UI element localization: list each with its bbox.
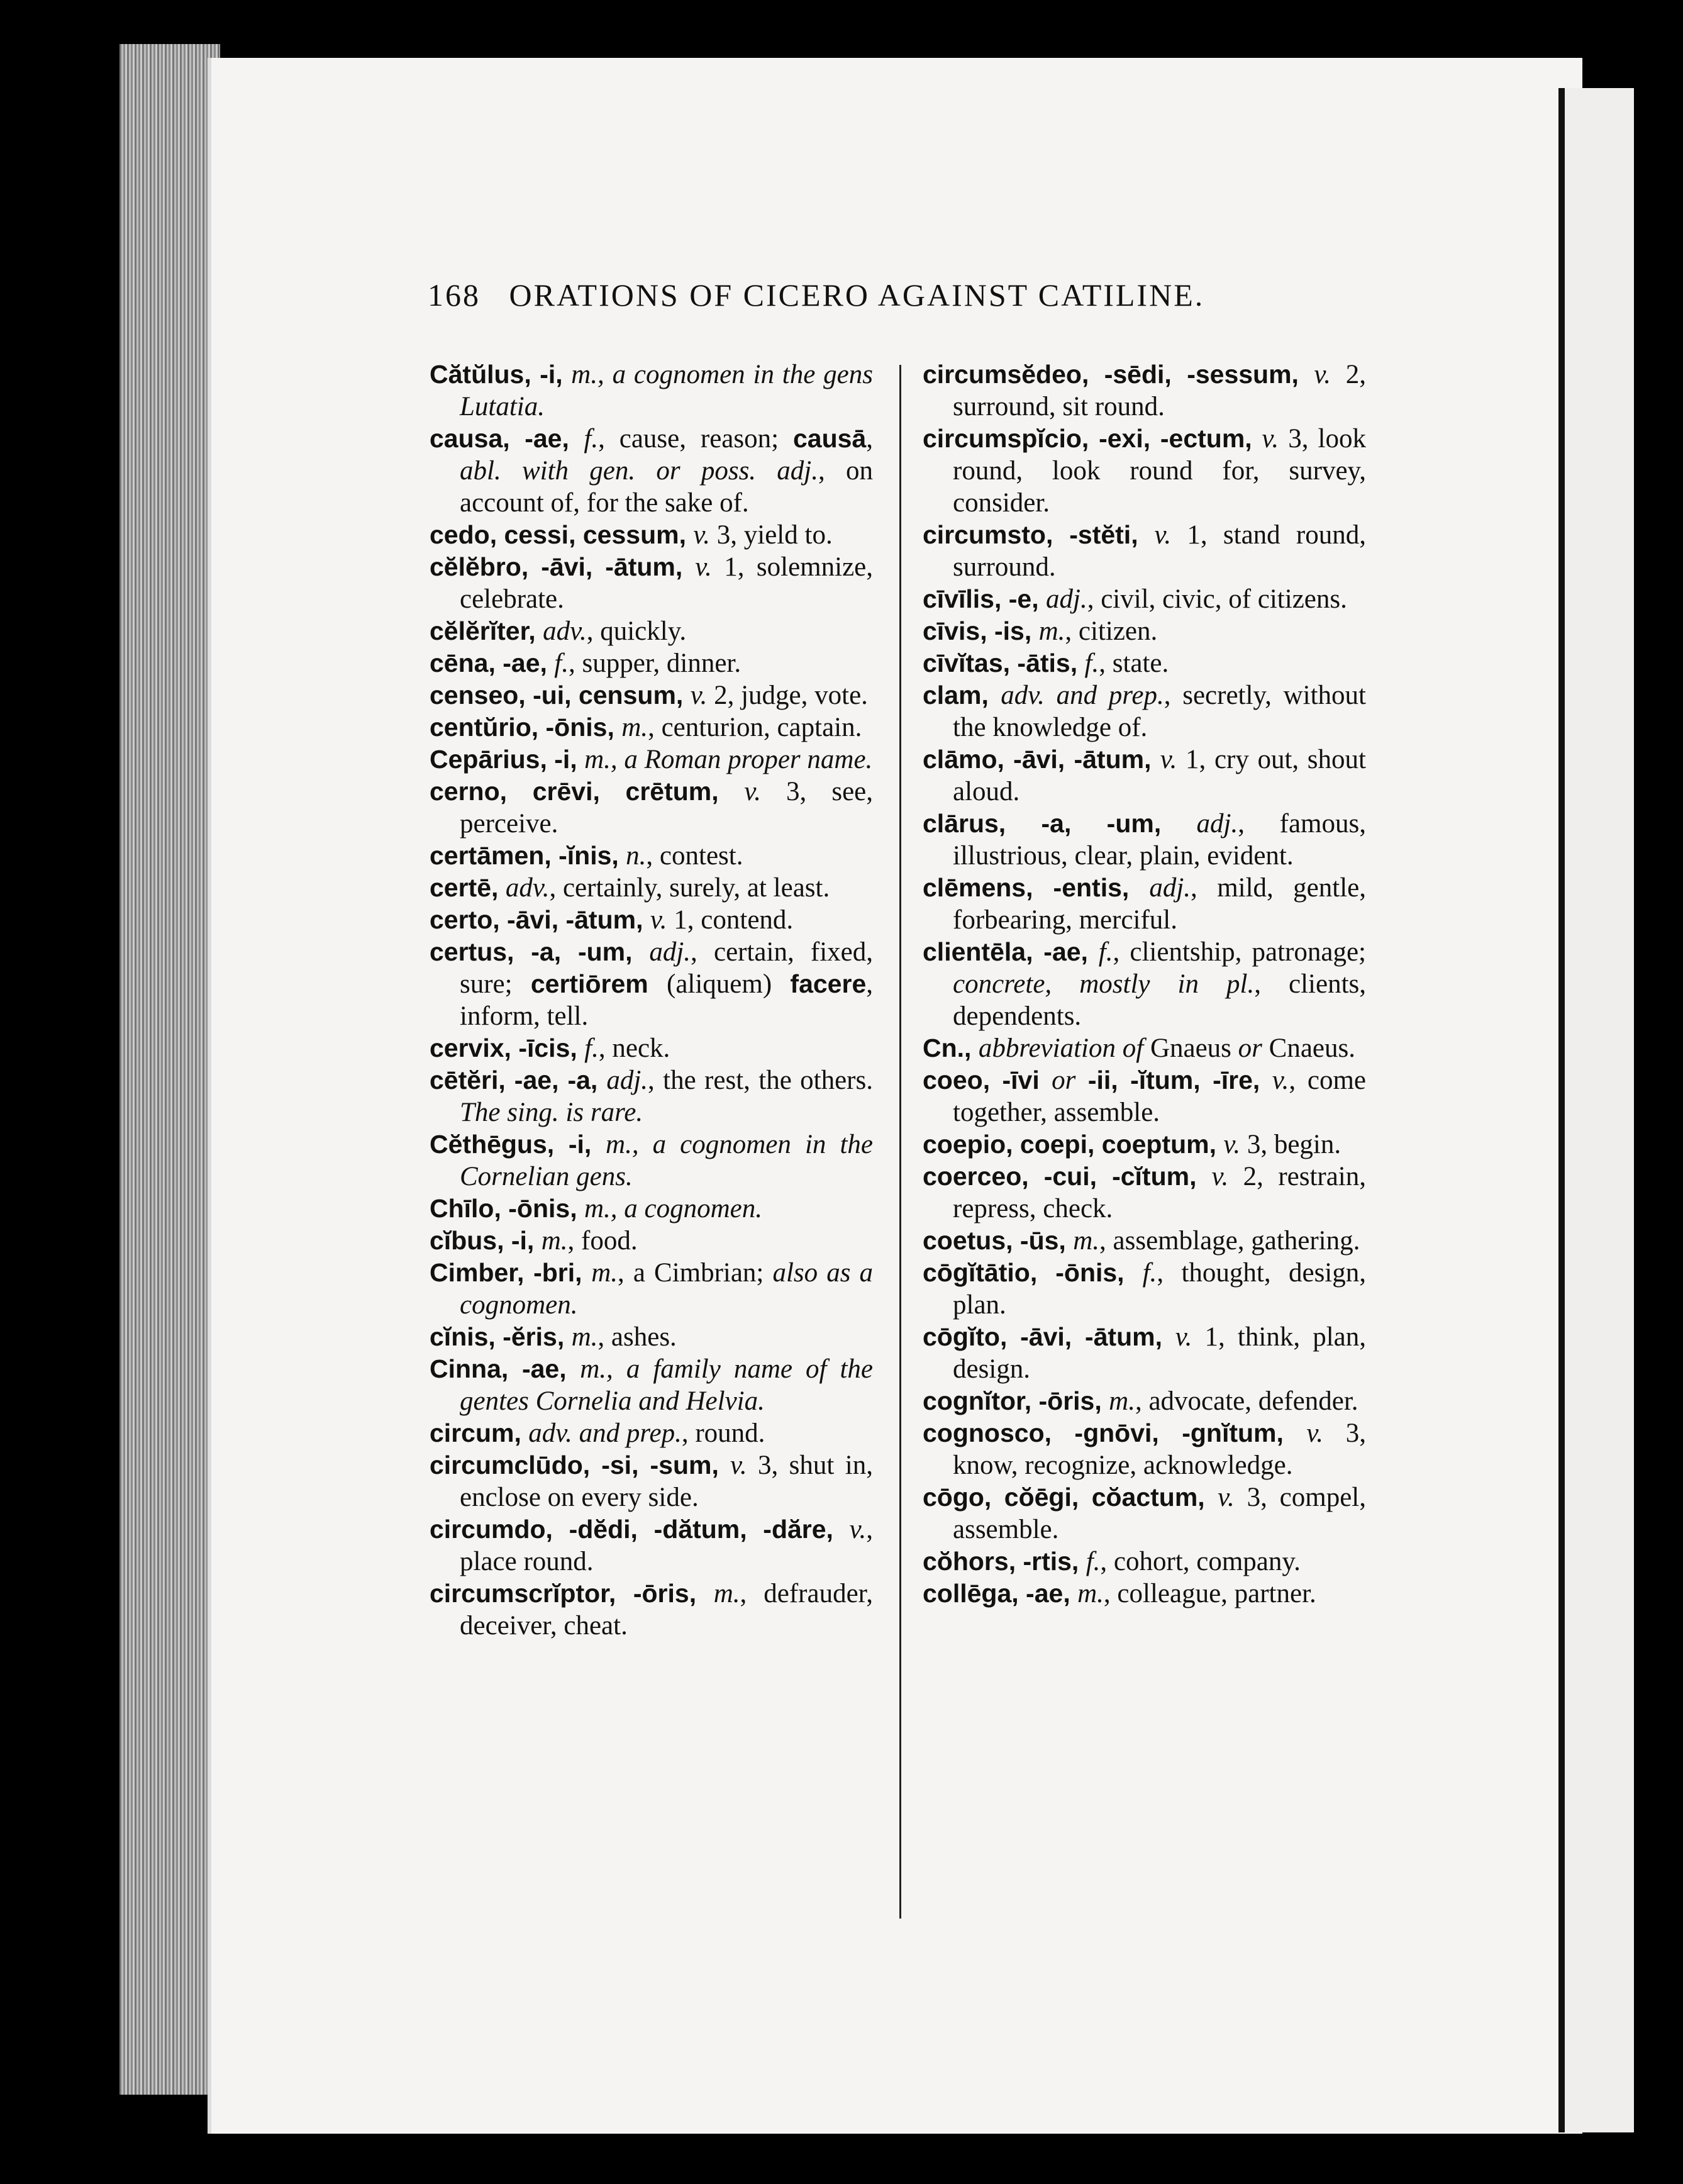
entry-headword: coerceo, -cui, -cĭtum, — [923, 1162, 1212, 1191]
entry-italic-text: m., a cognomen in the gens Lutatia. — [460, 360, 873, 421]
entry-headword: facere — [790, 969, 867, 998]
entry-headword: Cătŭlus, -i, — [430, 360, 572, 389]
dictionary-entry — [923, 647, 1366, 679]
dictionary-entry — [430, 615, 873, 647]
entry-text: , assemblage, gathering. — [1099, 1226, 1360, 1256]
entry-text: , citizen. — [1065, 616, 1158, 646]
entry-text: , round. — [681, 1418, 765, 1448]
entry-headword: censeo, -ui, censum, — [430, 681, 691, 710]
entry-text: , — [866, 424, 873, 454]
dictionary-entry — [923, 1578, 1366, 1610]
entry-headword: cĕlĕbro, -āvi, -ātum, — [430, 552, 696, 581]
entry-italic-text: v. — [1223, 1130, 1241, 1159]
entry-text: 3, compel, assemble. — [953, 1483, 1366, 1544]
entry-italic-text: v. — [1175, 1322, 1192, 1352]
entry-text: , certainly, surely, at least. — [549, 873, 830, 903]
entry-headword: circumsĕdeo, -sēdi, -sessum, — [923, 360, 1314, 389]
entry-text: , clients, dependents. — [953, 969, 1367, 1031]
entry-text: , advocate, defender. — [1135, 1386, 1358, 1416]
dictionary-entry — [923, 519, 1366, 583]
entry-headword: cōgĭtātio, -ōnis, — [923, 1258, 1143, 1287]
dictionary-entry — [430, 679, 873, 711]
entry-italic-text: m., a cognomen. — [584, 1194, 763, 1223]
dictionary-entry — [430, 711, 873, 744]
dictionary-entry — [430, 1578, 873, 1642]
dictionary-entry — [923, 423, 1366, 519]
dictionary-entry — [430, 872, 873, 904]
entry-headword: causa, -ae, — [430, 424, 584, 453]
entry-headword: cognosco, -gnōvi, -gnĭtum, — [923, 1418, 1307, 1447]
entry-text: (aliquem) — [648, 969, 791, 999]
entry-text: 3, know, recognize, acknowledge. — [953, 1418, 1366, 1480]
entry-text: , a Cimbrian; — [618, 1258, 773, 1288]
entry-text: 3, look round, look round for, survey, consider. — [953, 424, 1366, 518]
dictionary-entry — [430, 776, 873, 840]
dictionary-entry — [923, 744, 1366, 808]
dictionary-entry — [430, 904, 873, 936]
entry-text: , neck. — [598, 1034, 670, 1063]
entry-text: , contest. — [646, 841, 743, 871]
dictionary-entry — [430, 1417, 873, 1449]
entry-text: , state. — [1099, 649, 1169, 678]
entry-text: , secretly, without the knowledge of. — [953, 681, 1367, 742]
dictionary-entry — [430, 744, 873, 776]
entry-headword: cīvīlis, -e, — [923, 584, 1046, 613]
entry-text: , certain, fixed, sure; — [460, 937, 873, 999]
dictionary-entry — [430, 1193, 873, 1225]
entry-text: , mild, gentle, forbearing, merciful. — [953, 873, 1366, 935]
entry-italic-text: f. — [554, 649, 569, 678]
entry-headword: Cinna, -ae, — [430, 1354, 580, 1383]
entry-headword: cīvĭtas, -ātis, — [923, 649, 1085, 677]
dictionary-entry — [430, 1032, 873, 1064]
page-number: 168 — [428, 277, 480, 313]
entry-italic-text: v. — [744, 777, 761, 806]
dictionary-entry — [923, 1546, 1366, 1578]
left-column — [430, 359, 873, 1642]
entry-headword: Chīlo, -ōnis, — [430, 1194, 584, 1223]
entry-italic-text: v. — [849, 1515, 867, 1544]
entry-headword: cŏhors, -rtis, — [923, 1547, 1086, 1576]
entry-italic-text: f. — [1098, 937, 1113, 967]
entry-headword: cervix, -īcis, — [430, 1034, 585, 1062]
entry-italic-text: m. — [571, 1322, 598, 1352]
entry-text: 3, see, perceive. — [460, 777, 873, 838]
entry-italic-text: adv. and prep. — [1001, 681, 1164, 710]
entry-italic-text: concrete, mostly in pl. — [953, 969, 1255, 999]
entry-italic-text: adj. — [649, 937, 691, 967]
entry-text: , on account of, for the sake of. — [460, 456, 873, 518]
entry-italic-text: m. — [591, 1258, 618, 1288]
right-column — [923, 359, 1366, 1610]
entry-italic-text: m. — [713, 1579, 740, 1608]
entry-italic-text: v. — [1272, 1066, 1289, 1095]
dictionary-entry — [430, 1225, 873, 1257]
entry-italic-text: f. — [1084, 649, 1099, 678]
entry-text: 1, cry out, shout aloud. — [953, 745, 1366, 806]
entry-italic-text: f. — [584, 1034, 599, 1063]
entry-italic-text: v. — [1211, 1162, 1229, 1191]
entry-headword: cerno, crēvi, crētum, — [430, 777, 745, 806]
entry-italic-text: m. — [1109, 1386, 1135, 1416]
entry-italic-text: also as a cognomen. — [460, 1258, 873, 1320]
entry-italic-text: f. — [584, 424, 599, 454]
dictionary-entry — [430, 647, 873, 679]
entry-headword: certus, -a, -um, — [430, 937, 650, 966]
dictionary-entry — [430, 551, 873, 615]
dictionary-entry — [923, 1064, 1366, 1128]
entry-headword: cognĭtor, -ōris, — [923, 1386, 1109, 1415]
entry-italic-text: v. — [690, 681, 708, 710]
dictionary-entry — [430, 1513, 873, 1578]
dictionary-entry — [430, 1321, 873, 1353]
entry-headword: circumsto, -stĕti, — [923, 520, 1155, 549]
entry-headword: clam, — [923, 681, 1001, 710]
entry-text: , ashes. — [597, 1322, 677, 1352]
entry-headword: cētĕri, -ae, -a, — [430, 1066, 607, 1095]
entry-italic-text: adj. — [1149, 873, 1191, 903]
entry-headword: Cĕthēgus, -i, — [430, 1130, 606, 1159]
entry-headword: certiōrem — [530, 969, 648, 998]
entry-text: , clientship, patronage; — [1113, 937, 1366, 967]
dictionary-entry — [923, 1128, 1366, 1161]
entry-italic-text: adv. — [505, 873, 550, 903]
entry-text: , the rest, the others. — [648, 1066, 873, 1095]
entry-headword: collēga, -ae, — [923, 1579, 1078, 1608]
entry-italic-text: m. — [621, 713, 648, 742]
entry-italic-text: m. — [1073, 1226, 1100, 1256]
entry-italic-text: abl. with gen. or poss. adj. — [460, 456, 818, 486]
entry-headword: circumclūdo, -si, -sum, — [430, 1451, 730, 1479]
dictionary-entry — [923, 808, 1366, 872]
entry-text: , come together, assemble. — [953, 1066, 1366, 1127]
entry-italic-text: v. — [1306, 1418, 1323, 1448]
dictionary-entry — [430, 519, 873, 551]
dictionary-entry — [923, 1257, 1366, 1321]
entry-headword: -ii, -ĭtum, -īre, — [1075, 1066, 1272, 1095]
dictionary-entry — [430, 1257, 873, 1321]
entry-headword: circumscrĭptor, -ōris, — [430, 1579, 714, 1608]
running-title: ORATIONS OF CICERO AGAINST CATILINE. — [509, 277, 1205, 313]
dictionary-entry — [923, 583, 1366, 615]
entry-text: 3, yield to. — [710, 520, 833, 550]
dictionary-entry — [923, 1225, 1366, 1257]
entry-text: , inform, tell. — [460, 969, 873, 1031]
entry-headword: certāmen, -ĭnis, — [430, 841, 626, 870]
entry-headword: cedo, cessi, cessum, — [430, 520, 694, 549]
entry-italic-text: or — [1052, 1066, 1076, 1095]
dictionary-entry — [923, 359, 1366, 423]
dictionary-entry — [430, 936, 873, 1032]
entry-text: 2, restrain, repress, check. — [953, 1162, 1367, 1223]
dictionary-entry — [923, 1161, 1366, 1225]
entry-headword: coetus, -ūs, — [923, 1226, 1074, 1255]
dictionary-entry — [923, 1385, 1366, 1417]
entry-text: , cause, reason; — [598, 424, 793, 454]
entry-headword: cĭbus, -i, — [430, 1226, 542, 1255]
entry-italic-text: adj. — [1046, 584, 1087, 614]
dictionary-entry — [923, 615, 1366, 647]
entry-headword: coeo, -īvi — [923, 1066, 1052, 1095]
dictionary-entry — [923, 872, 1366, 936]
entry-headword: Cepārius, -i, — [430, 745, 585, 774]
entry-italic-text: m., a family name of the gentes Cornelia and Helvia. — [460, 1354, 873, 1416]
entry-italic-text: m., a Roman proper name. — [584, 745, 873, 774]
dictionary-entry — [923, 1032, 1366, 1064]
entry-italic-text: v. — [693, 520, 711, 550]
entry-text: , thought, design, plan. — [953, 1258, 1366, 1320]
entry-italic-text: v. — [730, 1451, 747, 1480]
entry-text: , colleague, partner. — [1103, 1579, 1316, 1608]
entry-headword: circum, — [430, 1418, 529, 1447]
entry-italic-text: adv. — [543, 616, 587, 646]
entry-text: , famous, illustrious, clear, plain, evident. — [953, 809, 1366, 871]
entry-headword: clārus, -a, -um, — [923, 809, 1197, 838]
entry-headword: Cn., — [923, 1034, 979, 1062]
entry-italic-text: v. — [1314, 360, 1331, 389]
entry-headword: cīvis, -is, — [923, 616, 1039, 645]
entry-text: 2, judge, vote. — [707, 681, 868, 710]
entry-italic-text: m. — [1038, 616, 1065, 646]
entry-headword: causā — [792, 424, 867, 453]
entry-text: 3, begin. — [1240, 1130, 1341, 1159]
entry-text: , supper, dinner. — [568, 649, 742, 678]
entry-italic-text: v. — [1160, 745, 1177, 774]
entry-text: , quickly. — [586, 616, 687, 646]
entry-text: 1, solemnize, celebrate. — [460, 552, 873, 614]
entry-italic-text: m., a cognomen in the Cornelian gens. — [460, 1130, 873, 1191]
entry-headword: cōgĭto, -āvi, -ātum, — [923, 1322, 1175, 1351]
dictionary-entry — [430, 423, 873, 519]
entry-italic-text: m. — [1077, 1579, 1104, 1608]
entry-italic-text: v. — [1262, 424, 1279, 454]
dictionary-entry — [923, 936, 1366, 1032]
book-page-edges — [119, 44, 220, 2095]
entry-headword: cĕlĕrĭter, — [430, 616, 543, 645]
entry-headword: certē, — [430, 873, 506, 902]
dictionary-entry — [923, 679, 1366, 744]
entry-headword: cĭnis, -ĕris, — [430, 1322, 572, 1351]
dictionary-entry — [923, 1481, 1366, 1546]
dictionary-entry — [430, 1353, 873, 1417]
entry-text: Cnaeus. — [1262, 1034, 1355, 1063]
entry-italic-text: adj. — [606, 1066, 648, 1095]
dictionary-entry — [430, 840, 873, 872]
entry-headword: Cimber, -bri, — [430, 1258, 592, 1287]
entry-text: , cohort, company. — [1100, 1547, 1301, 1576]
entry-italic-text: v. — [1218, 1483, 1235, 1512]
entry-italic-text: n. — [626, 841, 647, 871]
entry-italic-text: f. — [1086, 1547, 1101, 1576]
entry-italic-text: abbreviation of — [978, 1034, 1144, 1063]
page-header — [428, 277, 1321, 327]
entry-italic-text: The sing. is rare. — [460, 1098, 643, 1127]
dictionary-entry — [430, 1449, 873, 1513]
entry-text: , defrauder, deceiver, cheat. — [460, 1579, 874, 1641]
entry-headword: centŭrio, -ōnis, — [430, 713, 622, 742]
facing-page-edge — [1565, 88, 1634, 2132]
entry-italic-text: adj. — [1196, 809, 1238, 838]
entry-headword: certo, -āvi, -ātum, — [430, 905, 650, 934]
dictionary-entry — [923, 1417, 1366, 1481]
entry-italic-text: v. — [1154, 520, 1172, 550]
entry-italic-text: m. — [541, 1226, 568, 1256]
gutter-shadow — [1558, 88, 1565, 2132]
entry-text: , centurion, captain. — [648, 713, 862, 742]
entry-headword: circumspĭcio, -exi, -ectum, — [923, 424, 1262, 453]
entry-headword: cēna, -ae, — [430, 649, 555, 677]
dictionary-entry — [430, 359, 873, 423]
entry-text: , place round. — [460, 1515, 873, 1576]
dictionary-entry — [923, 1321, 1366, 1385]
entry-headword: coepio, coepi, coeptum, — [923, 1130, 1224, 1159]
entry-text: Gnaeus — [1143, 1034, 1238, 1063]
entry-italic-text: adv. and prep. — [528, 1418, 682, 1448]
entry-text: , food. — [567, 1226, 638, 1256]
entry-text: 1, stand round, surround. — [953, 520, 1366, 582]
entry-italic-text: v. — [695, 552, 712, 582]
entry-italic-text: f. — [1142, 1258, 1157, 1288]
entry-italic-text: v. — [650, 905, 667, 935]
entry-text: , civil, civic, of citizens. — [1087, 584, 1347, 614]
entry-headword: clēmens, -entis, — [923, 873, 1150, 902]
entry-headword: clāmo, -āvi, -ātum, — [923, 745, 1160, 774]
column-divider — [899, 365, 901, 1919]
dictionary-entry — [430, 1128, 873, 1193]
entry-text: 2, surround, sit round. — [953, 360, 1366, 421]
entry-headword: circumdo, -dĕdi, -dătum, -dăre, — [430, 1515, 850, 1544]
entry-headword: clientēla, -ae, — [923, 937, 1099, 966]
entry-text: 3, shut in, enclose on every side. — [460, 1451, 873, 1512]
book-page — [208, 58, 1582, 2134]
entry-headword: cōgo, cŏēgi, cŏactum, — [923, 1483, 1218, 1512]
dictionary-entry — [430, 1064, 873, 1128]
entry-text: 1, contend. — [667, 905, 794, 935]
entry-text: 1, think, plan, design. — [953, 1322, 1366, 1384]
entry-italic-text: or — [1238, 1034, 1262, 1063]
